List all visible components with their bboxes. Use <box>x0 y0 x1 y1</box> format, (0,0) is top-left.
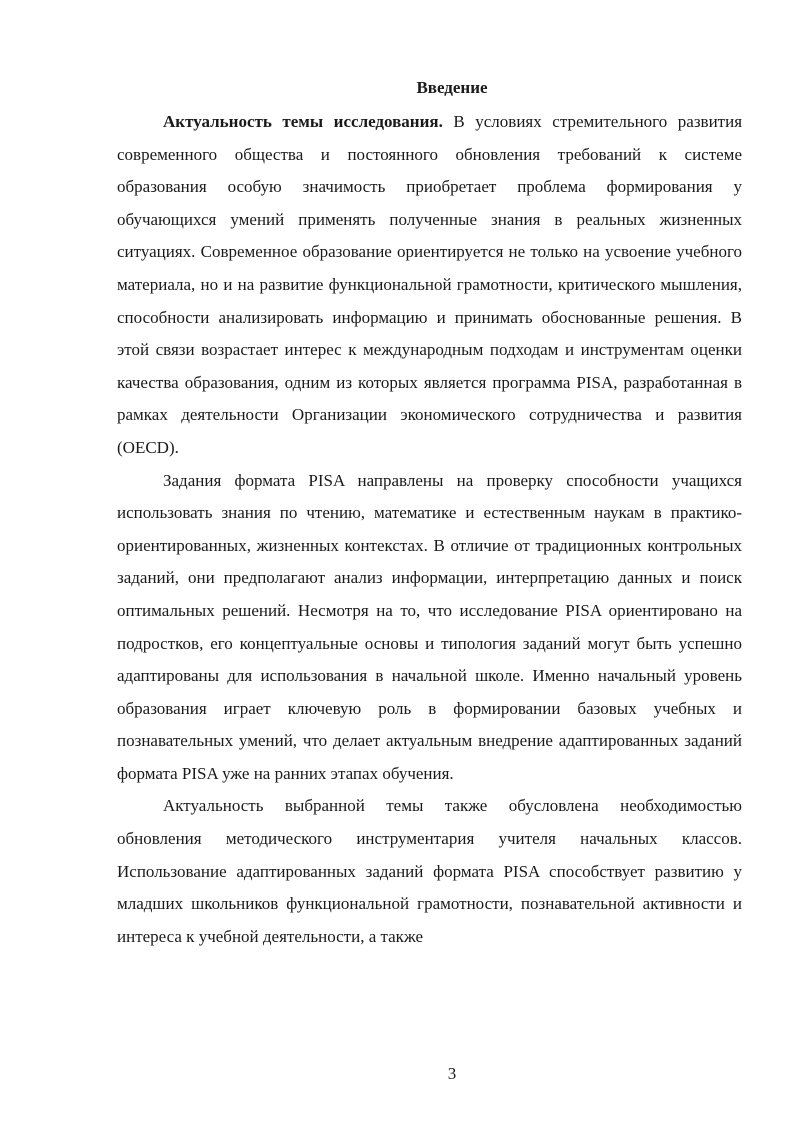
page-number: 3 <box>447 1064 457 1083</box>
paragraph-pisa-tasks <box>117 465 742 791</box>
paragraph-relevance <box>117 106 742 465</box>
section-title: Введение <box>416 78 488 97</box>
paragraph-text: Актуальность выбранной темы также обусловлена необходимостью обновления методического инструментария учителя начальных классов. Использование адаптированных заданий формата PISA способствует развитию у младших школьников функциональной грамотности, познавательной активности и интереса к учебной деятельности, а также <box>117 796 742 946</box>
paragraph-text: Задания формата PISA направлены на проверку способности учащихся использовать знания по чтению, математике и естественным наукам в практико-ориентированных, жизненных контекстах. В отличие от традиционных контрольных заданий, они предполагают анализ информации, интерпретацию данных и поиск оптимальных решений. Несмотря на то, что исследование PISA ориентировано на подростков, его концептуальные основы и типология заданий могут быть успешно адаптированы для использования в начальной школе. Именно начальный уровень образования играет ключевую роль в формировании базовых учебных и познавательных умений, что делает актуальным внедрение адаптированных заданий формата PISA уже на ранних этапах обучения. <box>117 470 742 783</box>
document-body <box>117 106 742 953</box>
paragraph-text: В условиях стремительного развития современного общества и постоянного обновления требований к системе образования особую значимость приобретает проблема формирования у обучающихся умений применять полученные знания в реальных жизненных ситуациях. Современное образование ориентируется не только на усвоение учебного материала, но и на развитие функциональной грамотности, критического мышления, способности анализировать информацию и принимать обоснованные решения. В этой связи возрастает интерес к международным подходам и инструментам оценки качества образования, одним из которых является программа PISA, разработанная в рамках деятельности Организации экономического сотрудничества и развития (OECD). <box>117 112 743 457</box>
paragraph-lead: Актуальность темы исследования. <box>163 112 443 131</box>
paragraph-methodology <box>117 790 742 953</box>
